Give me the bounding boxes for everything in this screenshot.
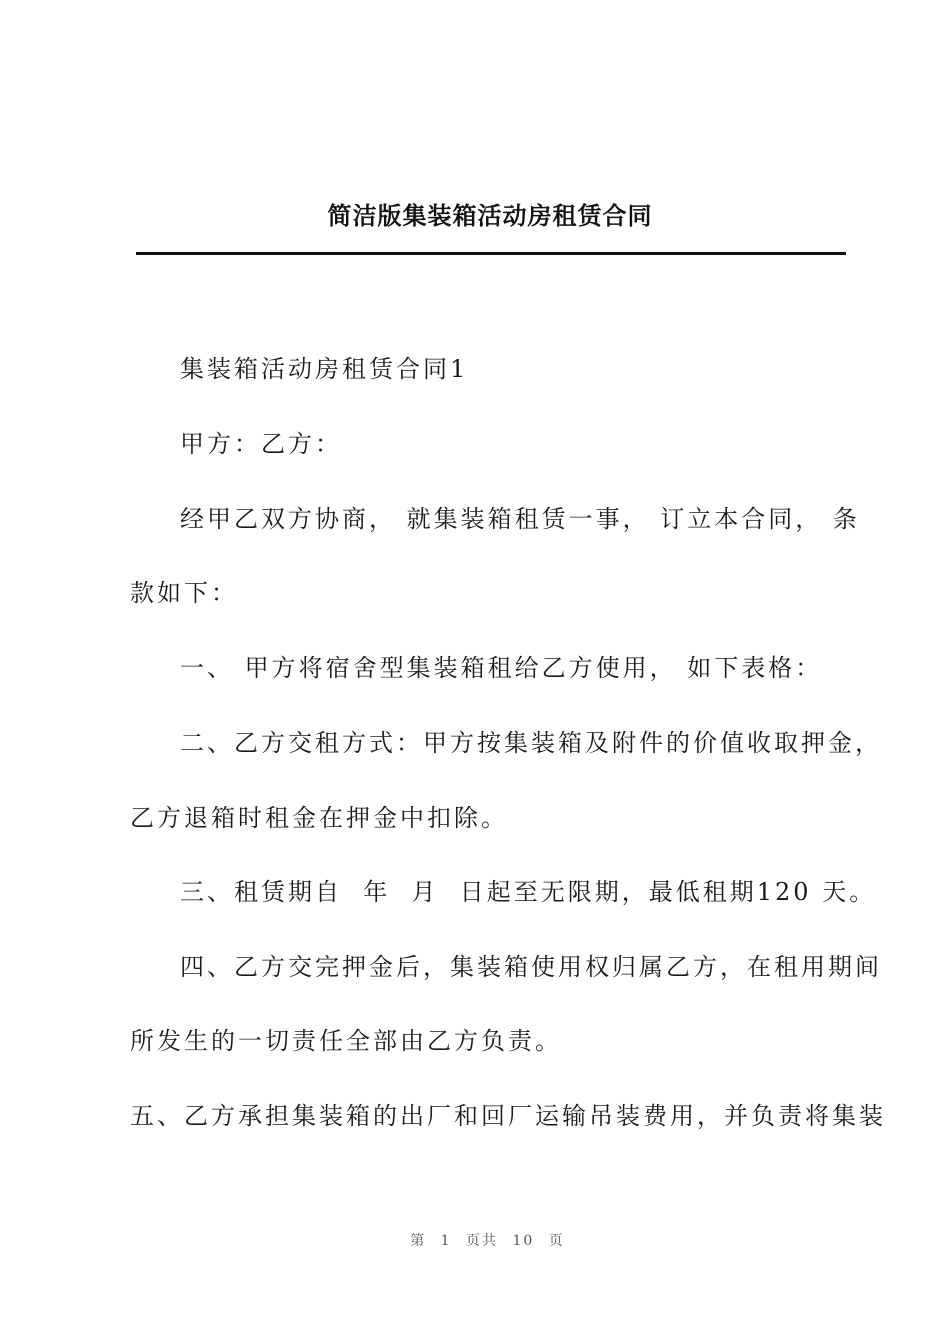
clause-5-line-1: 五、乙方承担集装箱的出厂和回厂运输吊装费用，并负责将集装 bbox=[130, 1102, 886, 1130]
preamble-line-1: 经甲乙双方协商， 就集装箱租赁一事， 订立本合同， 条 bbox=[180, 505, 860, 533]
title-underline bbox=[136, 252, 846, 255]
clause-2-line-1: 二、乙方交租方式：甲方按集装箱及附件的价值收取押金， bbox=[180, 729, 882, 757]
page-footer: 第 1 页共 10 页 bbox=[410, 1233, 565, 1249]
contract-heading-line: 集装箱活动房租赁合同1 bbox=[180, 355, 469, 383]
document-title: 简洁版集装箱活动房租赁合同 bbox=[327, 202, 653, 230]
clause-1-line: 一、 甲方将宿舍型集装箱租给乙方使用， 如下表格： bbox=[180, 654, 823, 682]
clause-4-line-1: 四、乙方交完押金后，集装箱使用权归属乙方，在租用期间 bbox=[180, 953, 882, 981]
clause-3-line: 三、租赁期自 年 月 日起至无限期，最低租期120 天。 bbox=[180, 878, 877, 906]
clause-4-line-2: 所发生的一切责任全部由乙方负责。 bbox=[130, 1027, 562, 1055]
preamble-line-2: 款如下： bbox=[130, 579, 238, 607]
clause-2-line-2: 乙方退箱时租金在押金中扣除。 bbox=[130, 804, 508, 832]
parties-line: 甲方：乙方： bbox=[180, 430, 342, 458]
